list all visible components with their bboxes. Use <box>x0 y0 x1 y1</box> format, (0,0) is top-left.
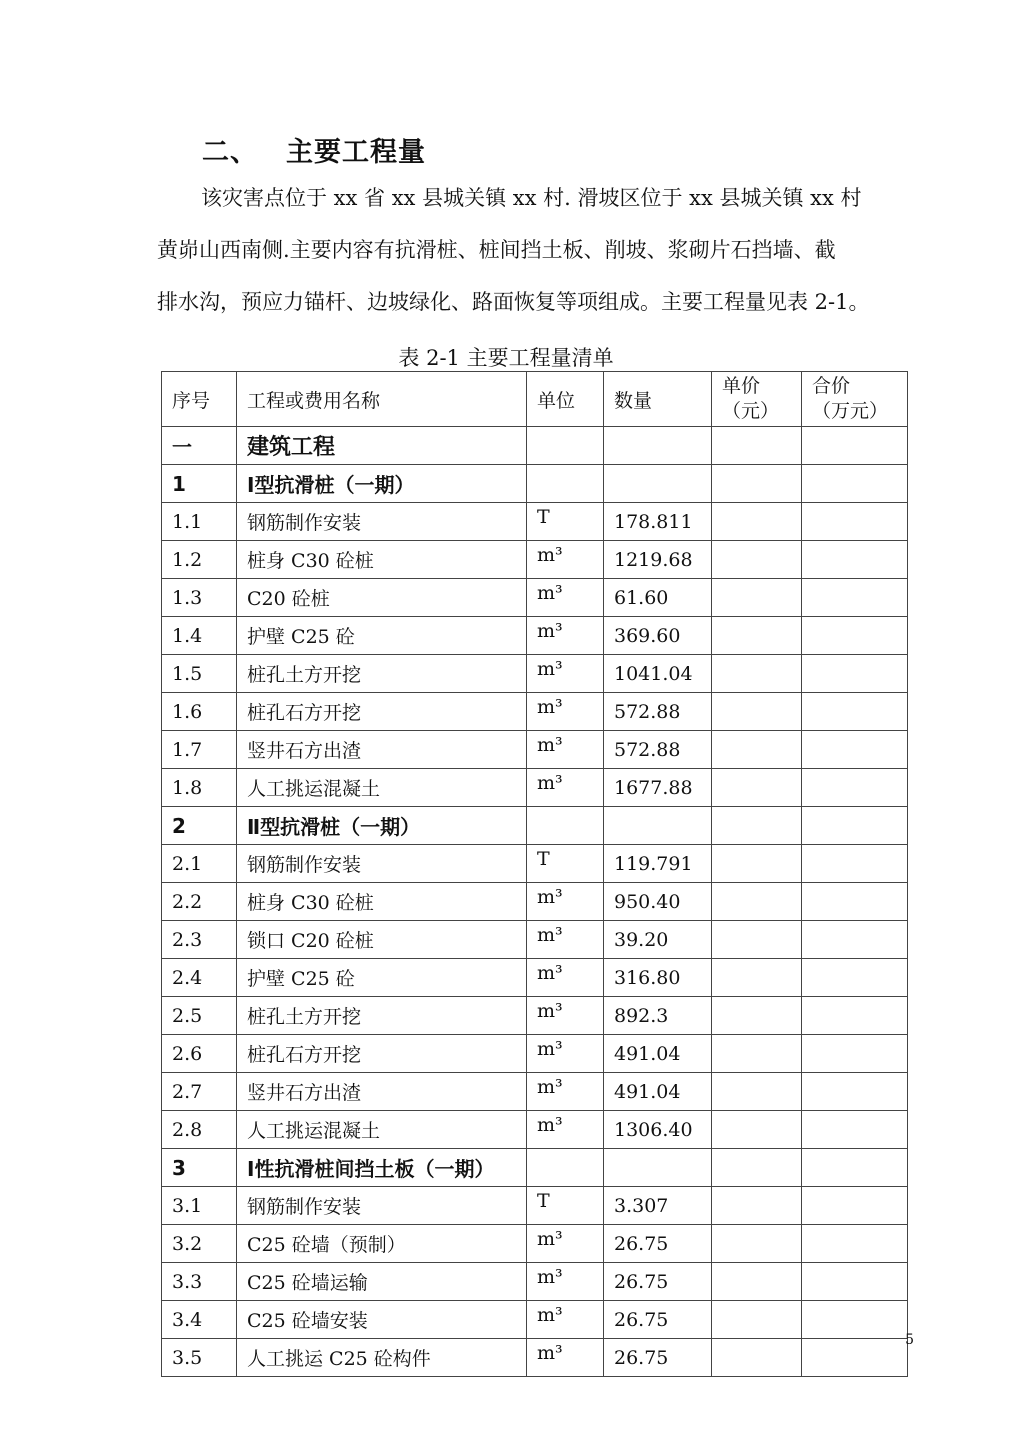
row-total-price <box>802 807 908 845</box>
row-unit-price <box>712 1149 802 1187</box>
table-row <box>162 1073 908 1111</box>
row-unit: m³ <box>527 1225 604 1263</box>
row-no: 1.6 <box>162 693 237 731</box>
row-no: 2.6 <box>162 1035 237 1073</box>
table-row <box>162 883 908 921</box>
row-no: 2 <box>162 807 237 845</box>
row-total-price <box>802 1187 908 1225</box>
row-name: 钢筋制作安装 <box>237 503 527 541</box>
row-total-price <box>802 959 908 997</box>
row-no: 1.7 <box>162 731 237 769</box>
row-qty: 178.811 <box>604 503 712 541</box>
table-row <box>162 579 908 617</box>
row-total-price <box>802 883 908 921</box>
table-row <box>162 1149 908 1187</box>
row-unit-price <box>712 1339 802 1377</box>
table-row <box>162 465 908 503</box>
row-unit-price <box>712 655 802 693</box>
row-unit: m³ <box>527 883 604 921</box>
paragraph-line: 该灾害点位于 xx 省 xx 县城关镇 xx 村. 滑坡区位于 xx 县城关镇 xx 村 <box>201 186 862 210</box>
row-no: 1.8 <box>162 769 237 807</box>
row-no: 3.3 <box>162 1263 237 1301</box>
row-qty: 1677.88 <box>604 769 712 807</box>
row-total-price <box>802 1225 908 1263</box>
row-no: 2.7 <box>162 1073 237 1111</box>
row-name: 建筑工程 <box>237 427 527 465</box>
row-name: 人工挑运 C25 砼构件 <box>237 1339 527 1377</box>
row-unit-price <box>712 503 802 541</box>
row-unit: m³ <box>527 1035 604 1073</box>
row-unit: m³ <box>527 1111 604 1149</box>
row-unit-price <box>712 807 802 845</box>
row-name: 护壁 C25 砼 <box>237 617 527 655</box>
table-row <box>162 1187 908 1225</box>
row-unit-price <box>712 693 802 731</box>
row-unit: m³ <box>527 1339 604 1377</box>
row-qty <box>604 465 712 503</box>
row-no: 3.5 <box>162 1339 237 1377</box>
section-number: 二、 <box>202 137 258 168</box>
row-qty <box>604 1149 712 1187</box>
row-name: 桩身 C30 砼桩 <box>237 883 527 921</box>
table-row <box>162 541 908 579</box>
row-qty: 572.88 <box>604 693 712 731</box>
row-unit-price <box>712 1035 802 1073</box>
row-name: 竖井石方出渣 <box>237 1073 527 1111</box>
row-qty: 1219.68 <box>604 541 712 579</box>
row-no: 2.5 <box>162 997 237 1035</box>
row-name: 钢筋制作安装 <box>237 845 527 883</box>
header-total-price <box>802 372 908 427</box>
row-name: Ⅰ性抗滑桩间挡土板（一期） <box>237 1149 527 1187</box>
row-no: 2.3 <box>162 921 237 959</box>
row-qty: 61.60 <box>604 579 712 617</box>
row-total-price <box>802 845 908 883</box>
row-unit-price <box>712 769 802 807</box>
header-unit-price <box>712 372 802 427</box>
table-row <box>162 1263 908 1301</box>
row-total-price <box>802 579 908 617</box>
row-no: 1.1 <box>162 503 237 541</box>
row-name: 竖井石方出渣 <box>237 731 527 769</box>
row-unit: m³ <box>527 579 604 617</box>
row-unit <box>527 1149 604 1187</box>
table-row <box>162 807 908 845</box>
row-name: 桩孔石方开挖 <box>237 693 527 731</box>
row-no: 1.4 <box>162 617 237 655</box>
row-unit: m³ <box>527 1263 604 1301</box>
row-unit-price <box>712 959 802 997</box>
row-name: C20 砼桩 <box>237 579 527 617</box>
table-row <box>162 997 908 1035</box>
row-unit-price <box>712 617 802 655</box>
intro-paragraph <box>157 172 917 328</box>
row-name: 人工挑运混凝土 <box>237 769 527 807</box>
row-unit: m³ <box>527 617 604 655</box>
row-unit: T <box>527 845 604 883</box>
row-name: 护壁 C25 砼 <box>237 959 527 997</box>
row-qty <box>604 807 712 845</box>
table-row <box>162 617 908 655</box>
row-unit: m³ <box>527 655 604 693</box>
table-row <box>162 1225 908 1263</box>
table-row <box>162 731 908 769</box>
row-qty: 369.60 <box>604 617 712 655</box>
row-unit-price <box>712 427 802 465</box>
row-no: 3.4 <box>162 1301 237 1339</box>
row-no: 2.4 <box>162 959 237 997</box>
row-unit: T <box>527 503 604 541</box>
table-row <box>162 503 908 541</box>
header-total-price-l2: （万元） <box>812 400 889 422</box>
row-no: 1.3 <box>162 579 237 617</box>
row-qty <box>604 427 712 465</box>
row-unit: m³ <box>527 959 604 997</box>
row-unit-price <box>712 845 802 883</box>
row-qty: 1041.04 <box>604 655 712 693</box>
row-no: 3.1 <box>162 1187 237 1225</box>
table-row <box>162 1035 908 1073</box>
row-unit-price <box>712 921 802 959</box>
quantity-table <box>161 371 908 1377</box>
table-row <box>162 427 908 465</box>
table-row <box>162 1339 908 1377</box>
row-total-price <box>802 655 908 693</box>
row-unit <box>527 807 604 845</box>
row-unit-price <box>712 1187 802 1225</box>
section-heading <box>202 130 426 169</box>
row-name: C25 砼墙运输 <box>237 1263 527 1301</box>
row-no: 1.5 <box>162 655 237 693</box>
row-name: C25 砼墙安装 <box>237 1301 527 1339</box>
row-name: 人工挑运混凝土 <box>237 1111 527 1149</box>
paragraph-line: 排水沟，预应力锚杆、边坡绿化、路面恢复等项组成。主要工程量见表 2-1。 <box>157 290 870 314</box>
row-unit <box>527 465 604 503</box>
row-qty: 892.3 <box>604 997 712 1035</box>
row-name: Ⅰ型抗滑桩（一期） <box>237 465 527 503</box>
table-row <box>162 693 908 731</box>
row-unit: m³ <box>527 1301 604 1339</box>
row-unit: m³ <box>527 997 604 1035</box>
row-qty: 491.04 <box>604 1073 712 1111</box>
row-no: 3.2 <box>162 1225 237 1263</box>
table-caption: 表 2-1 主要工程量清单 <box>398 346 614 370</box>
row-total-price <box>802 769 908 807</box>
row-no: 2.2 <box>162 883 237 921</box>
table-row <box>162 1111 908 1149</box>
row-name: 桩孔土方开挖 <box>237 997 527 1035</box>
row-total-price <box>802 1301 908 1339</box>
row-qty: 39.20 <box>604 921 712 959</box>
section-title: 主要工程量 <box>286 137 426 168</box>
row-unit-price <box>712 1111 802 1149</box>
table-row <box>162 1301 908 1339</box>
row-qty: 572.88 <box>604 731 712 769</box>
row-qty: 3.307 <box>604 1187 712 1225</box>
row-total-price <box>802 427 908 465</box>
row-total-price <box>802 465 908 503</box>
row-qty: 26.75 <box>604 1225 712 1263</box>
table-row <box>162 845 908 883</box>
row-unit: m³ <box>527 769 604 807</box>
row-total-price <box>802 997 908 1035</box>
paragraph-line: 黄峁山西南侧.主要内容有抗滑桩、桩间挡土板、削坡、浆砌片石挡墙、截 <box>157 238 836 262</box>
row-unit: m³ <box>527 731 604 769</box>
row-unit <box>527 427 604 465</box>
row-unit-price <box>712 541 802 579</box>
row-unit-price <box>712 1301 802 1339</box>
table-row <box>162 655 908 693</box>
row-unit-price <box>712 1263 802 1301</box>
row-qty: 950.40 <box>604 883 712 921</box>
table-row <box>162 769 908 807</box>
header-total-price-l1: 合价 <box>812 375 851 397</box>
row-qty: 491.04 <box>604 1035 712 1073</box>
row-name: Ⅱ型抗滑桩（一期） <box>237 807 527 845</box>
row-total-price <box>802 693 908 731</box>
header-qty: 数量 <box>604 372 712 427</box>
row-unit: m³ <box>527 541 604 579</box>
row-unit: m³ <box>527 693 604 731</box>
row-qty: 1306.40 <box>604 1111 712 1149</box>
row-total-price <box>802 731 908 769</box>
row-total-price <box>802 921 908 959</box>
row-name: C25 砼墙（预制） <box>237 1225 527 1263</box>
row-name: 桩孔石方开挖 <box>237 1035 527 1073</box>
table-row <box>162 921 908 959</box>
row-unit-price <box>712 883 802 921</box>
row-name: 钢筋制作安装 <box>237 1187 527 1225</box>
row-no: 3 <box>162 1149 237 1187</box>
row-total-price <box>802 1073 908 1111</box>
row-qty: 26.75 <box>604 1301 712 1339</box>
row-qty: 119.791 <box>604 845 712 883</box>
header-unit-price-l2: （元） <box>722 400 780 422</box>
row-name: 桩孔土方开挖 <box>237 655 527 693</box>
row-no: 一 <box>162 427 237 465</box>
row-qty: 26.75 <box>604 1339 712 1377</box>
row-unit-price <box>712 579 802 617</box>
row-name: 锁口 C20 砼桩 <box>237 921 527 959</box>
row-total-price <box>802 1149 908 1187</box>
table-row <box>162 959 908 997</box>
row-unit: T <box>527 1187 604 1225</box>
header-unit-price-l1: 单价 <box>722 375 761 397</box>
row-no: 1.2 <box>162 541 237 579</box>
row-unit-price <box>712 731 802 769</box>
header-unit: 单位 <box>527 372 604 427</box>
row-name: 桩身 C30 砼桩 <box>237 541 527 579</box>
row-unit-price <box>712 1073 802 1111</box>
row-total-price <box>802 1035 908 1073</box>
header-name: 工程或费用名称 <box>237 372 527 427</box>
row-no: 1 <box>162 465 237 503</box>
row-total-price <box>802 617 908 655</box>
row-qty: 316.80 <box>604 959 712 997</box>
row-total-price <box>802 1111 908 1149</box>
row-unit-price <box>712 1225 802 1263</box>
row-unit-price <box>712 997 802 1035</box>
row-unit: m³ <box>527 921 604 959</box>
table-header-row <box>162 372 908 427</box>
row-total-price <box>802 1263 908 1301</box>
header-no: 序号 <box>162 372 237 427</box>
page-number: 5 <box>905 1332 914 1348</box>
row-unit-price <box>712 465 802 503</box>
row-total-price <box>802 541 908 579</box>
row-no: 2.8 <box>162 1111 237 1149</box>
row-qty: 26.75 <box>604 1263 712 1301</box>
row-total-price <box>802 1339 908 1377</box>
row-unit: m³ <box>527 1073 604 1111</box>
row-no: 2.1 <box>162 845 237 883</box>
row-total-price <box>802 503 908 541</box>
